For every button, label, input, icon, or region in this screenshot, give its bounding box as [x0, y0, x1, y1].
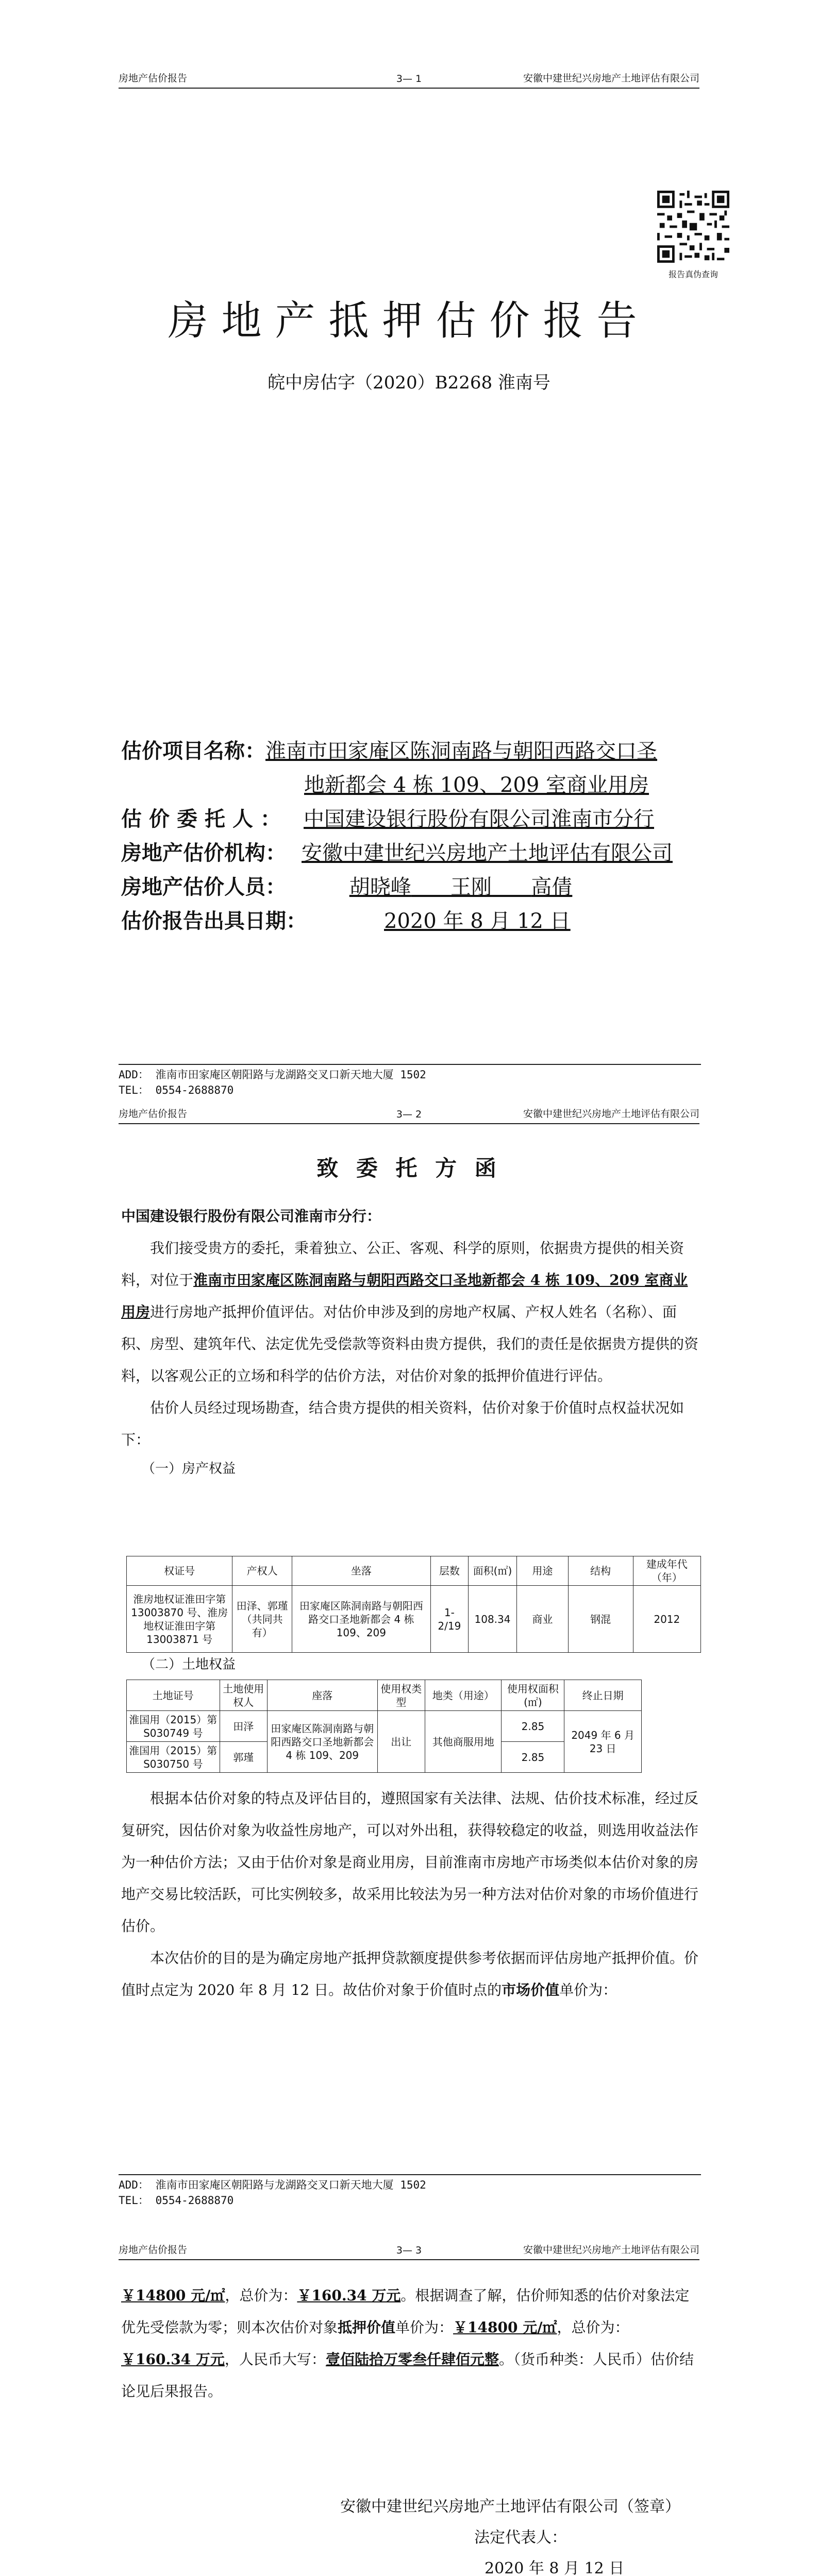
qr-caption: 报告真伪查询 — [668, 269, 718, 279]
date-value: 2020 年 8 月 12 日 — [384, 909, 571, 933]
page-number: 3— 3 — [396, 2245, 422, 2256]
page-number: 3— 2 — [396, 1109, 422, 1120]
project-row — [121, 734, 673, 768]
paragraph-5: ￥14800 元/㎡，总价为：￥160.34 万元。根据调查了解，估价师知悉的估价对象法定优先受偿款为零；则本次估价对象抵押价值单价为：￥14800 元/㎡，总价为：￥160.34 万元，人民币大写：壹佰陆拾万零叁仟肆佰元整。（货币种类：人民币）估价结论见后果报告。 — [121, 2287, 694, 2400]
report-number: 皖中房估字（2020）B2268 淮南号 — [268, 372, 550, 393]
header-right: 安徽中建世纪兴房地产土地评估有限公司 — [523, 2244, 699, 2256]
page-footer — [119, 2174, 701, 2208]
cover-info — [121, 734, 673, 938]
footer-tel: TEL： 0554-2688870 — [119, 1084, 234, 1096]
table-row: 淮房地权证淮田字第 13003870 号、淮房地权证淮田字第 13003871 号 田泽、郭瑾（共同共有） 田家庵区陈洞南路与朝阳西路交口圣地新都会 4 栋 109、209 1-2/19 108.34 商业 钢混 2012 — [127, 1586, 701, 1653]
agency-label: 房地产估价机构： — [121, 841, 286, 865]
project-value-1: 淮南市田家庵区陈洞南路与朝阳西路交口圣 — [265, 739, 657, 763]
footer-address: ADD： 淮南市田家庵区朝阳路与龙湖路交叉口新天地大厦 1502 — [119, 1069, 426, 1081]
appraisers-row — [121, 870, 673, 904]
report-title: 房地产抵押估价报告 — [168, 298, 650, 344]
sign-representative: 法定代表人： — [474, 2529, 567, 2547]
paragraph-4: 本次估价的目的是为确定房地产抵押贷款额度提供参考依据而评估房地产抵押价值。价值时点定为 2020 年 8 月 12 日。故估价对象于价值时点的市场价值单价为： — [121, 1950, 699, 1998]
table-row: 淮国用（2015）第 S030750 号 郭瑾 2.85 — [127, 1742, 642, 1773]
date-row — [121, 904, 673, 938]
house-heading: （一）房产权益 — [142, 1461, 236, 1477]
paragraph-2: 估价人员经过现场勘查，结合贵方提供的相关资料，估价对象于价值时点权益状况如下： — [121, 1399, 685, 1448]
cover-page — [0, 0, 818, 1103]
sign-date: 2020 年 8 月 12 日 — [485, 2560, 625, 2576]
agency-value: 安徽中建世纪兴房地产土地评估有限公司 — [302, 841, 673, 865]
appraiser-2: 王刚 — [450, 875, 492, 899]
qr-code-icon[interactable] — [657, 191, 729, 263]
letter-page-continued — [0, 2215, 818, 2576]
page-footer — [119, 1064, 701, 1098]
header-left: 房地产估价报告 — [119, 2244, 188, 2256]
page-header — [119, 1103, 699, 1124]
footer-tel: TEL： 0554-2688870 — [119, 2194, 234, 2207]
page-header — [119, 2239, 699, 2260]
letter-body-3 — [121, 2280, 698, 2408]
page-header — [119, 67, 699, 89]
letter-title: 致 委 托 方 函 — [316, 1156, 502, 1181]
client-value: 中国建设银行股份有限公司淮南市分行 — [304, 807, 654, 831]
project-row-2 — [121, 768, 673, 802]
letter-body-2 — [121, 1783, 698, 2006]
house-rights-table: 权证号 产权人 坐落 层数 面积(㎡) 用途 结构 建成年代（年） 淮房地权证淮田字第 13003870 号、淮房地权证淮田字第 13003871 号 田泽、郭瑾（共同共有） 田家庵区陈洞南路与朝阳西路交口圣地新都会 4 栋 109、209 1-2/19 108.34 商业 钢混 2012 — [126, 1556, 701, 1653]
header-right: 安徽中建世纪兴房地产土地评估有限公司 — [523, 73, 699, 84]
project-label: 估价项目名称： — [121, 739, 265, 763]
footer-address: ADD： 淮南市田家庵区朝阳路与龙湖路交叉口新天地大厦 1502 — [119, 2179, 426, 2191]
letter-body — [121, 1200, 698, 1482]
appraisers-label: 房地产估价人员： — [121, 875, 286, 899]
sign-company: 安徽中建世纪兴房地产土地评估有限公司（签章） — [340, 2498, 680, 2516]
header-left: 房地产估价报告 — [119, 73, 188, 84]
appraiser-1: 胡晓峰 — [349, 875, 411, 899]
date-label: 估价报告出具日期： — [121, 909, 307, 933]
appraiser-3: 高倩 — [531, 875, 573, 899]
addressee: 中国建设银行股份有限公司淮南市分行： — [121, 1208, 381, 1225]
client-row — [121, 802, 673, 836]
table-row: 淮国用（2015）第 S030749 号 田泽 田家庵区陈洞南路与朝阳西路交口圣地新都会 4 栋 109、209 出让 其他商服用地 2.85 2049 年 6 月 23 日 — [127, 1711, 642, 1742]
header-left: 房地产估价报告 — [119, 1108, 188, 1120]
header-right: 安徽中建世纪兴房地产土地评估有限公司 — [523, 1108, 699, 1120]
appraiser-names — [349, 875, 573, 899]
land-heading: （二）土地权益 — [142, 1657, 236, 1672]
page-number: 3— 1 — [396, 73, 422, 84]
land-rights-table: 土地证号 土地使用权人 座落 使用权类型 地类（用途） 使用权面积(㎡) 终止日期 淮国用（2015）第 S030749 号 田泽 田家庵区陈洞南路与朝阳西路交口圣地新都会 4 栋 109、209 出让 其他商服用地 2.85 2049 年 6 月 23 日 淮国用（2015）第 S030750 号 郭瑾 2.85 — [126, 1680, 642, 1773]
agency-row — [121, 836, 673, 870]
letter-page — [0, 1103, 818, 2215]
client-label: 估价委托人： — [121, 807, 288, 831]
paragraph-3: 根据本估价对象的特点及评估目的，遵照国家有关法律、法规、估价技术标准，经过反复研究，因估价对象为收益性房地产，可以对外出租，获得较稳定的收益，则选用收益法作为一种估价方法；又由于估价对象是商业用房，目前淮南市房地产市场类似本估价对象的房地产交易比较活跃，可比实例较多，故采用比较法为另一种方法对估价对象的市场价值进行估价。 — [121, 1790, 699, 1935]
project-value-2: 地新都会 4 栋 109、209 室商业用房 — [304, 773, 649, 797]
paragraph-1: 我们接受贵方的委托，秉着独立、公正、客观、科学的原则，依据贵方提供的相关资料，对位于淮南市田家庵区陈洞南路与朝阳西路交口圣地新都会 4 栋 109、209 室商业用房进行房地产抵押价值评估。对估价申涉及到的房地产权属、产权人姓名（名称）、面积、房型、建筑年代、法定优先受偿款等资料由贵方提供，我们的责任是依据贵方提供的资料，以客观公正的立场和科学的估价方法，对估价对象的抵押价值进行评估。 — [121, 1240, 699, 1384]
